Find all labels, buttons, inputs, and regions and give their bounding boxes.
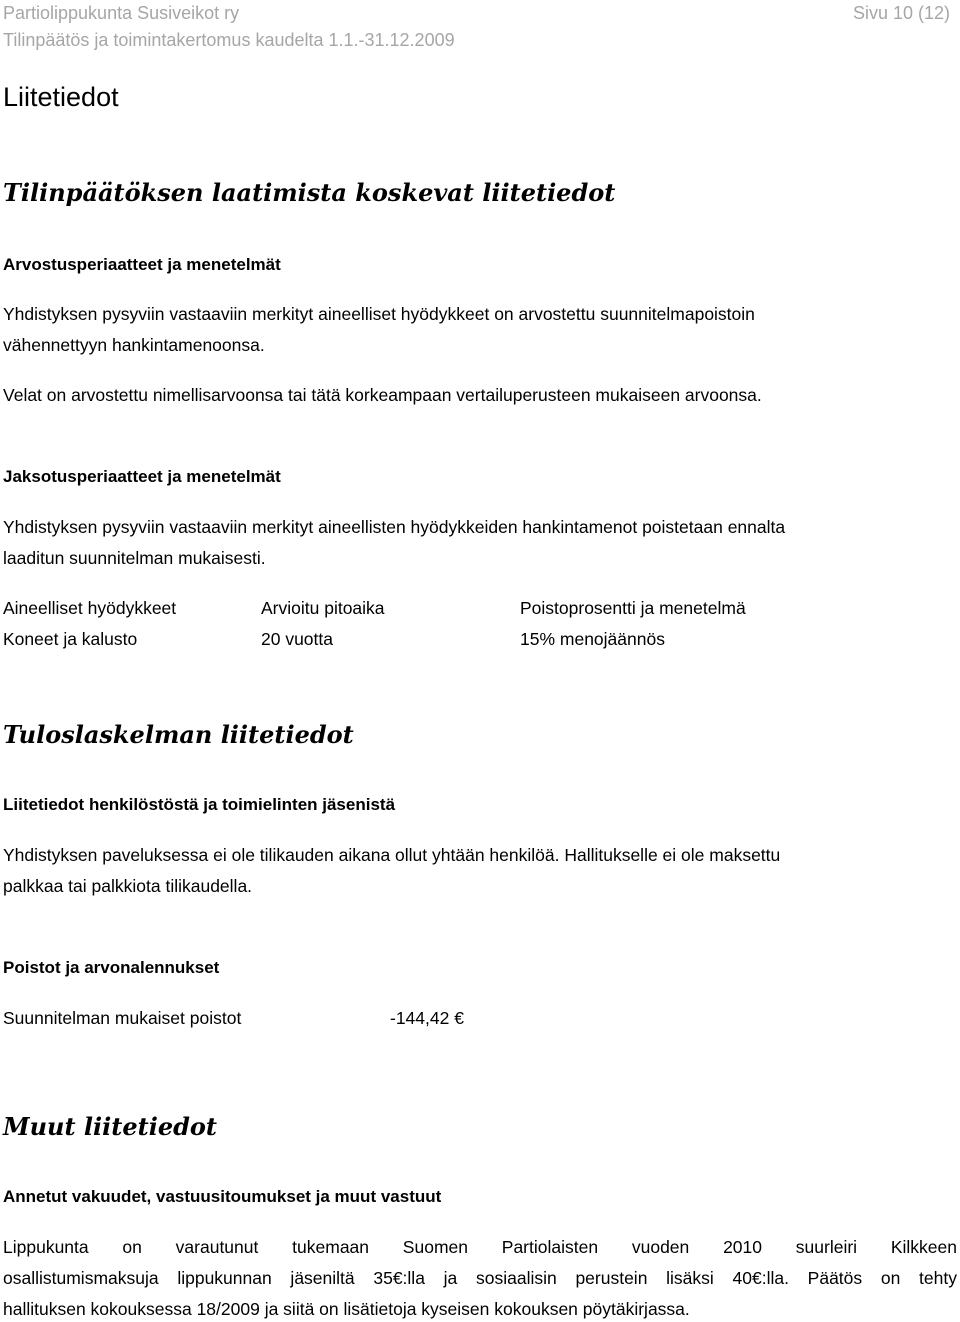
paragraph-line: hallituksen kokouksessa 18/2009 ja siitä on lisätietoja kyseisen kokouksen pöytäkirjassa. xyxy=(3,1299,690,1319)
section-heading-preparation: Tilinpäätöksen laatimista koskevat liitetiedot xyxy=(3,178,616,207)
paragraph-liabilities: Velat on arvostettu nimellisarvoonsa tai tätä korkeampaan vertailuperusteen mukaiseen arvoonsa. xyxy=(3,385,762,405)
paragraph-line: Yhdistyksen pysyviin vastaaviin merkityt aineellisten hyödykkeiden hankintamenot poistetaan ennalta xyxy=(3,517,786,537)
table-header-cell: Poistoprosentti ja menetelmä xyxy=(520,598,746,618)
subheading-periodization: Jaksotusperiaatteet ja menetelmät xyxy=(3,467,281,486)
section-heading-other: Muut liitetiedot xyxy=(3,1112,217,1141)
subheading-personnel: Liitetiedot henkilöstöstä ja toimielinten jäsenistä xyxy=(3,795,396,814)
table-header-cell: Arvioitu pitoaika xyxy=(261,598,385,618)
depreciation-label: Suunnitelman mukaiset poistot xyxy=(3,1008,242,1028)
page-title: Liitetiedot xyxy=(3,82,119,112)
paragraph-line: Lippukunta on varautunut tukemaan Suomen Partiolaisten vuoden 2010 suurleiri Kilkkeen xyxy=(3,1237,957,1257)
depreciation-value: -144,42 € xyxy=(390,1008,464,1028)
paragraph-line: palkkaa tai palkkiota tilikaudella. xyxy=(3,876,253,896)
paragraph-line: Yhdistyksen paveluksessa ei ole tilikauden aikana ollut yhtään henkilöä. Hallitukselle ei ole maksettu xyxy=(3,845,781,865)
paragraph-line: osallistumismaksuja lippukunnan jäseniltä 35€:lla ja sosiaalisin perustein lisäksi 40€:lla. Päätös on tehty xyxy=(3,1268,957,1288)
subheading-guarantees: Annetut vakuudet, vastuusitoumukset ja muut vastuut xyxy=(3,1187,442,1206)
table-cell: Koneet ja kalusto xyxy=(3,629,138,649)
table-cell: 15% menojäännös xyxy=(520,629,665,649)
paragraph-line: laaditun suunnitelman mukaisesti. xyxy=(3,548,266,568)
table-header-cell: Aineelliset hyödykkeet xyxy=(3,598,177,618)
section-heading-income-statement: Tuloslaskelman liitetiedot xyxy=(3,720,354,749)
header-document-title: Tilinpäätös ja toimintakertomus kaudelta 1.1.-31.12.2009 xyxy=(3,30,455,50)
subheading-depreciation: Poistot ja arvonalennukset xyxy=(3,958,220,977)
header-page-number: Sivu 10 (12) xyxy=(852,3,950,23)
table-cell: 20 vuotta xyxy=(261,629,333,649)
subheading-valuation: Arvostusperiaatteet ja menetelmät xyxy=(3,255,281,274)
header-organization: Partiolippukunta Susiveikot ry xyxy=(3,3,240,23)
paragraph-line: Yhdistyksen pysyviin vastaaviin merkityt aineelliset hyödykkeet on arvostettu suunnitelmapoistoin xyxy=(3,304,755,324)
paragraph-line: vähennettyyn hankintamenoonsa. xyxy=(3,335,265,355)
